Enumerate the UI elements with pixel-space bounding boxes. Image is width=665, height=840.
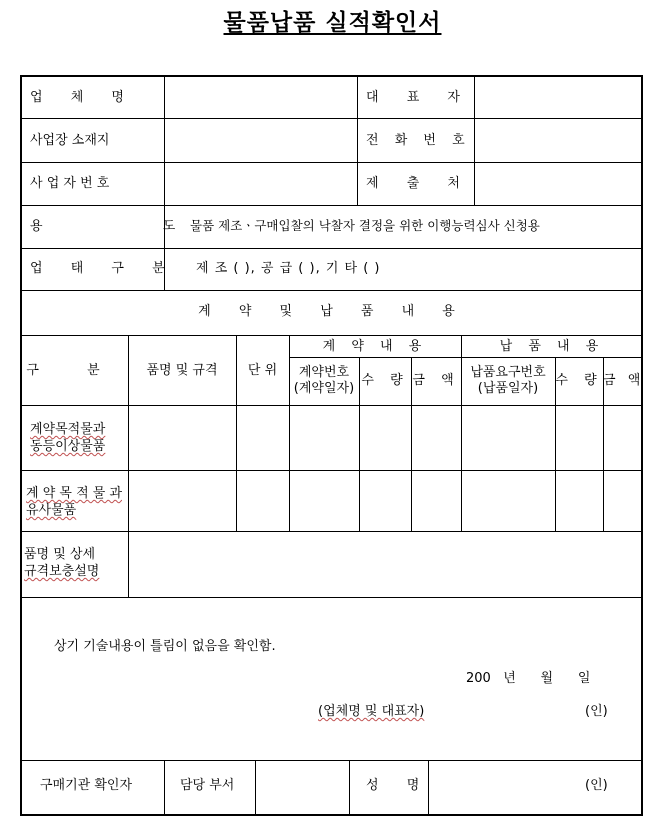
row-similar-label-1: 계 약 목 적 물 과 [26, 486, 123, 501]
col-divider [461, 335, 462, 531]
delivery-date: (납품일자) [477, 381, 539, 396]
col-unit: 단 위 [247, 363, 278, 378]
confirm-signer: (업체명 및 대표자) [318, 704, 425, 719]
col-divider [164, 760, 165, 816]
row-spec-note-label-1: 품명 및 상세 [24, 547, 96, 562]
row-divider [20, 205, 643, 206]
submitted-to-label: 제 출 처 [366, 176, 472, 191]
col-divider [255, 760, 256, 816]
confirm-seal: (인) [585, 704, 608, 719]
row-similar-label-2: 유사물품 [26, 503, 77, 518]
row-divider [20, 470, 643, 471]
contract-number: 계약번호 [298, 365, 350, 380]
row-divider [20, 290, 643, 291]
purpose-label: 용 도 [30, 219, 234, 234]
confirm-statement: 상기 기술내용이 틀림이 없음을 확인함. [54, 639, 276, 654]
row-spec-note-label-2: 규격보충설명 [24, 564, 100, 579]
org-confirmer-label: 구매기관 확인자 [40, 778, 133, 793]
phone-label: 전 화 번 호 [366, 133, 471, 148]
contract-qty: 수 량 [361, 373, 409, 388]
delivery-qty: 수 량 [555, 373, 603, 388]
row-divider [20, 118, 643, 119]
section-title: 계 약 및 납 품 내 용 [198, 304, 467, 319]
name-label: 성 명 [366, 778, 432, 793]
row-divider [20, 335, 643, 336]
row-equivalent-label-1: 계약목적물과 [30, 422, 106, 437]
footer-seal: (인) [585, 778, 608, 793]
business-number-label: 사 업 자 번 호 [30, 176, 110, 191]
col-category: 구 분 [26, 363, 122, 378]
row-divider [20, 162, 643, 163]
confirm-date: 200 년 월 일 [466, 671, 591, 686]
document-title: 물품납품 실적확인서 [223, 10, 442, 36]
dept-label: 담당 부서 [180, 778, 235, 793]
row-equivalent-label-2: 동등이상물품 [30, 439, 106, 454]
col-divider [289, 335, 290, 531]
company-name-label: 업 체 명 [30, 90, 136, 105]
col-divider [474, 75, 475, 205]
group-contract: 계 약 내 용 [322, 339, 428, 354]
purpose-value: 물품 제조ㆍ구매입찰의 낙찰자 결정을 위한 이행능력심사 신청용 [190, 218, 540, 233]
business-address-label: 사업장 소재지 [30, 133, 110, 148]
row-divider [20, 597, 643, 598]
col-divider [164, 75, 165, 290]
row-divider [20, 248, 643, 249]
row-divider [20, 531, 643, 532]
representative-label: 대 표 자 [366, 90, 472, 105]
row-divider [289, 357, 643, 358]
business-type-label: 업 태 구 분 [30, 261, 177, 276]
delivery-amount: 금 액 [603, 373, 645, 388]
row-divider [20, 760, 643, 761]
contract-amount: 금 액 [412, 373, 460, 388]
group-delivery: 납 품 내 용 [499, 339, 605, 354]
col-item-spec: 품명 및 규격 [146, 363, 218, 378]
col-divider [349, 760, 350, 816]
col-divider [357, 75, 358, 205]
business-type-value: 제 조 ( ), 공 급 ( ), 기 타 ( ) [196, 261, 381, 276]
contract-date: (계약일자) [293, 381, 355, 396]
delivery-request-number: 납품요구번호 [470, 365, 546, 380]
row-divider [20, 405, 643, 406]
